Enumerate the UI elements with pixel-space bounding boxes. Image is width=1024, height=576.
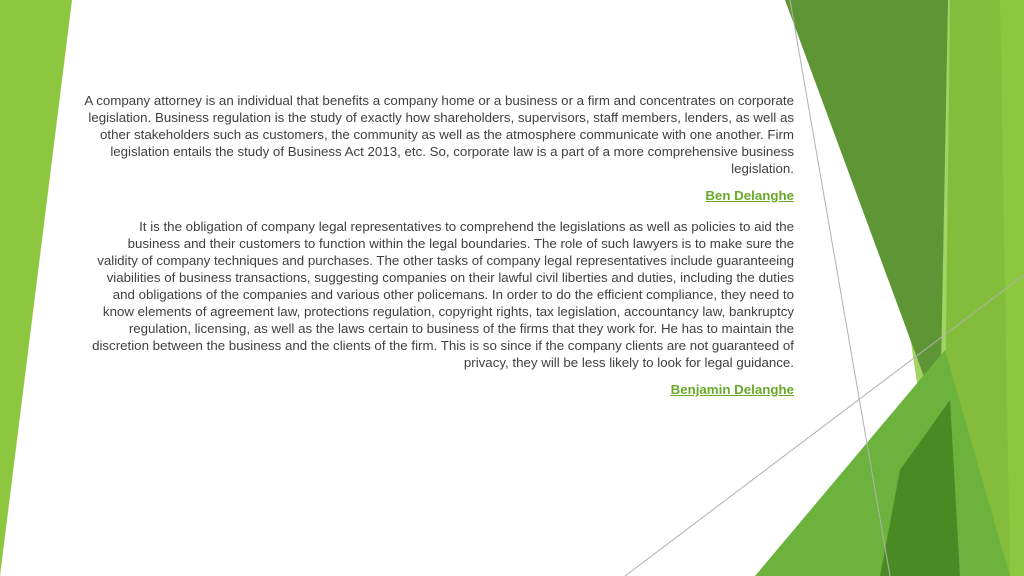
link-benjamin-delanghe[interactable]: Benjamin Delanghe: [670, 382, 794, 397]
slide-body: [84, 92, 794, 398]
paragraph-1: A company attorney is an individual that benefits a company home or a business or a firm and concentrates on corporate legislation. Business regulation is the study of exactly how shareholders, supervisors, staff members, lenders, as well as other stakeholders such as customers, the community as well as the atmosphere communicate with one another. Firm legislation entails the study of Business Act 2013, etc. So, corporate law is a part of a more comprehensive business legislation.: [84, 93, 794, 176]
right-facet-dark: [785, 0, 948, 420]
link-ben-delanghe[interactable]: Ben Delanghe: [705, 188, 794, 203]
left-green-shard: [0, 0, 72, 576]
paragraph-2: It is the obligation of company legal representatives to comprehend the legislations as well as policies to aid the business and their customers to function within the legal boundaries. The role of such lawyers is to make sure the validity of company techniques and purchases. The other tasks of company legal representatives include guaranteeing viabilities of business transactions, suggesting companies on their lawful civil liberties and duties, including the duties and obligations of the companies and various other policemans. In order to do the efficient compliance, they need to know elements of agreement law, protections regulation, copyright rights, tax legislation, accountancy law, bankruptcy regulation, licensing, as well as the laws certain to business of the firms that they work for. He has to maintain the discretion between the business and the clients of the firm. This is so since if the company clients are not guaranteed of privacy, they will be less likely to look for legal guidance.: [92, 219, 794, 370]
